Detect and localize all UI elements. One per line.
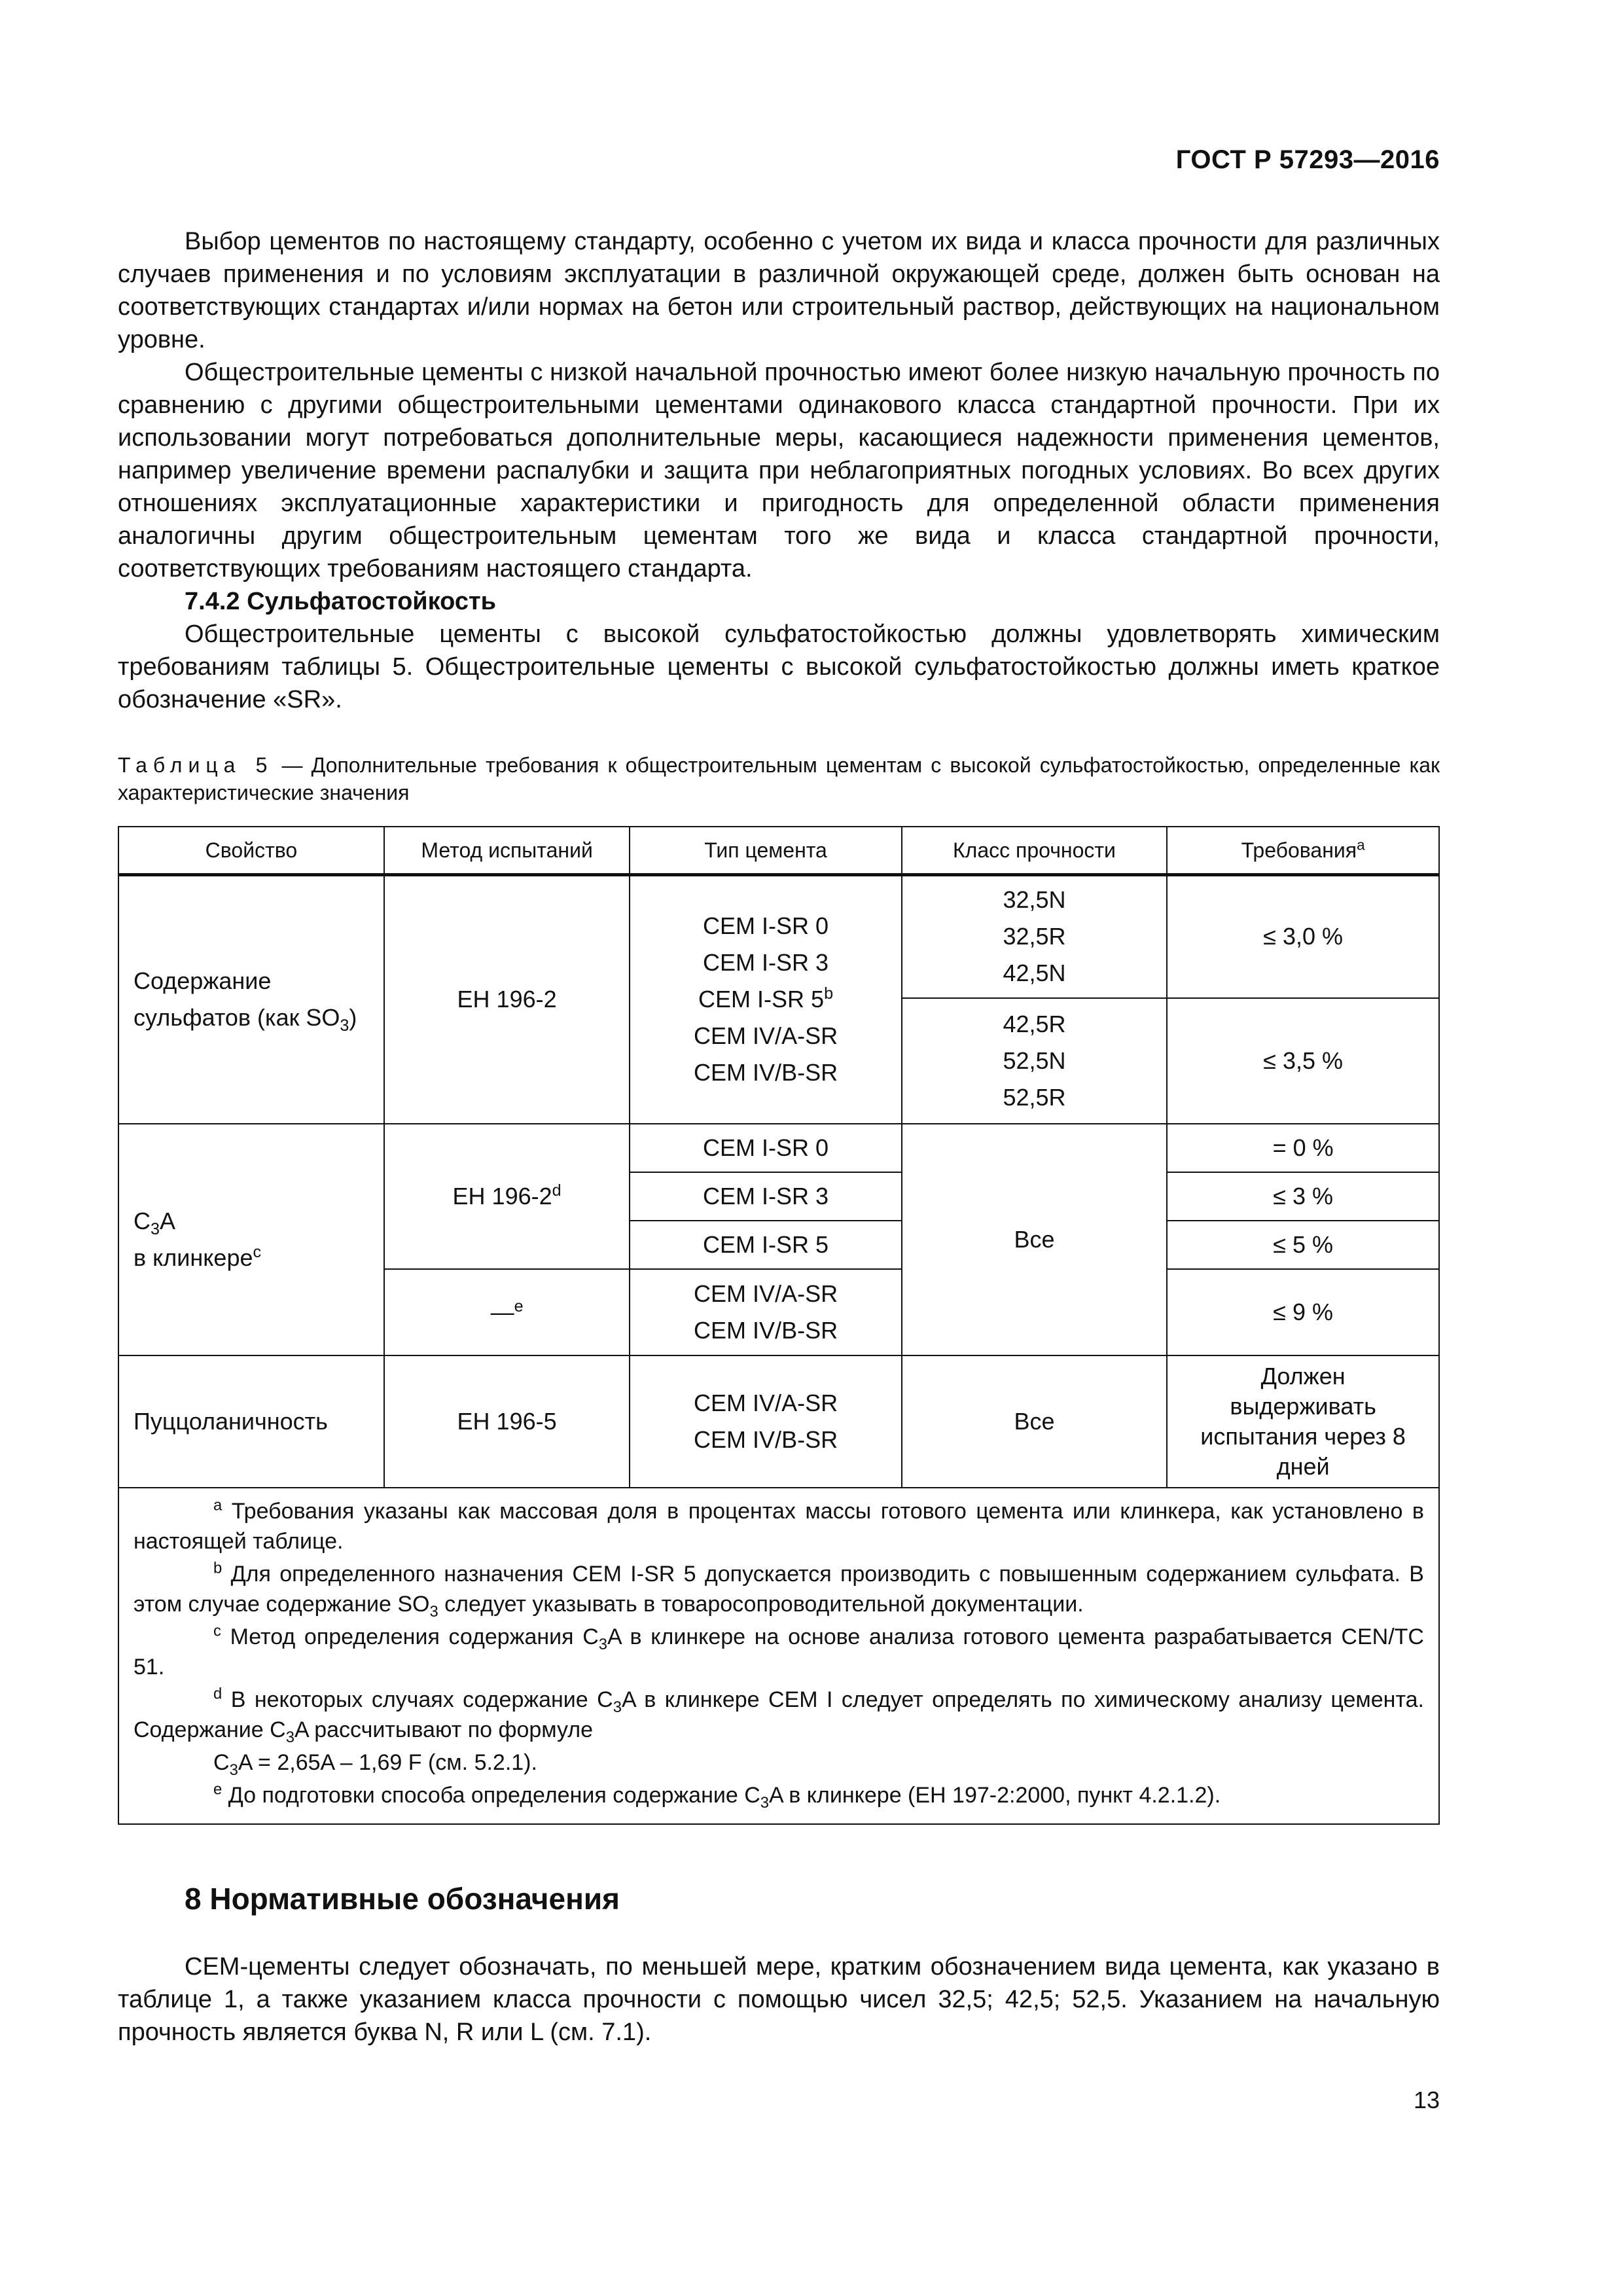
- section-8-body: [118, 1950, 1440, 2049]
- table-notes-row: [118, 1488, 1439, 1824]
- footnote-a: $^a$ Требования указаны как массовая доля в процентах массы готового цемента или клинкера, как установлено в настоящей таблице.: [134, 1496, 1424, 1554]
- table-row: [118, 875, 1439, 998]
- table-caption-number: Таблица 5: [118, 753, 274, 777]
- table-header-row: [118, 827, 1439, 875]
- cell-types-c3a-iv: CEM IV/A-SR CEM IV/B-SR: [630, 1269, 901, 1355]
- header-strength-class: Класс прочности: [902, 827, 1167, 875]
- cell-req-sulfate-a: ≤ 3,0 %: [1167, 875, 1439, 998]
- footnote-mark: e: [514, 1297, 524, 1316]
- table-footnotes: [118, 1488, 1439, 1824]
- paragraph-designations: CEM-цементы следует обозначать, по меньшей мере, кратким обозначением вида цемента, как указано в таблице 1, а также указанием класса прочности с помощью чисел 32,5; 42,5; 52,5. Указанием на начальную прочность является буква N, R или L (см. 7.1).: [118, 1953, 1440, 2046]
- body-text: [118, 225, 1440, 716]
- paragraph-low-strength: Общестроительные цементы с низкой начальной прочностью имеют более низкую начальную прочность по сравнению с другими общестроительными цементами одинакового класса стандартной прочности. При их использовании могут потребоваться дополнительные меры, касающиеся надежности применения цементов, например увеличение времени распалубки и защита при неблагоприятных погодных условиях. Во всех других отношениях эксплуатационные характеристики и пригодность для определенной области применения аналогичны другим общестроительным цементам того же вида и класса стандартной прочности, соответствующих требованиям настоящего стандарта.: [118, 359, 1440, 583]
- cell-type-c3a-1: CEM I-SR 3: [630, 1172, 901, 1221]
- footnote-mark: b: [824, 984, 834, 1003]
- cell-class-pozzolan: Все: [902, 1355, 1167, 1488]
- cell-req-c3a-2: ≤ 5 %: [1167, 1221, 1439, 1269]
- section-heading: 8 Нормативные обозначения: [185, 1882, 620, 1916]
- cell-property-c3a: $C_3A$ в клинкере$^c$: [118, 1124, 384, 1355]
- cell-type-c3a-0: CEM I-SR 0: [630, 1124, 901, 1172]
- footnote-mark: d: [552, 1181, 562, 1200]
- header-cement-type: Тип цемента: [630, 827, 901, 875]
- cell-method-pozzolan: ЕН 196-5: [384, 1355, 630, 1488]
- cell-method-c3a-none: —$^e$: [384, 1269, 630, 1355]
- footnote-e: $^e$ До подготовки способа определения содержание $C_3A$ в клинкере (ЕН 197-2:2000, пункт 4.2.1.2).: [213, 1780, 1221, 1812]
- table-row: [118, 1124, 1439, 1172]
- cell-type-c3a-2: CEM I-SR 5: [630, 1221, 901, 1269]
- cell-property-sulfate: Содержание сульфатов (как $SO_3$): [118, 875, 384, 1124]
- footnote-c: $^c$ Метод определения содержания $C_3A$ в клинкере на основе анализа готового цемента разрабатывается CEN/TC 51.: [134, 1622, 1424, 1679]
- cell-req-c3a-1: ≤ 3 %: [1167, 1172, 1439, 1221]
- footnote-d: $^d$ В некоторых случаях содержание $C_3A$ в клинкере CEM I следует определять по химическому анализу цемента. Содержание $C_3A$ рассчитывают по формуле: [134, 1685, 1425, 1746]
- footnote-b: $^b$ Для определенного назначения CEM I-SR 5 допускается производить с повышенным содержанием сульфата. В этом случае содержание $SO_3$ следует указывать в товаросопроводительной документации.: [134, 1559, 1424, 1621]
- header-property: Свойство: [118, 827, 384, 875]
- cell-method-sulfate: ЕН 196-2: [384, 875, 630, 1124]
- document-number: ГОСТ Р 57293—2016: [1175, 145, 1440, 174]
- cell-types-pozzolan: CEM IV/A-SR CEM IV/B-SR: [630, 1355, 901, 1488]
- cell-types-sulfate: CEM I-SR 0 CEM I-SR 3 CEM I-SR 5$^b$ CEM IV/A-SR CEM IV/B-SR: [630, 875, 901, 1124]
- cell-req-sulfate-b: ≤ 3,5 %: [1167, 998, 1439, 1124]
- paragraph-sulfate-resistance: Общестроительные цементы с высокой сульфатостойкостью должны удовлетворять химическим требованиям таблицы 5. Общестроительные цементы с высокой сульфатостойкостью должны иметь краткое обозначение «SR».: [118, 620, 1440, 713]
- cell-property-pozzolan: Пуццоланичность: [118, 1355, 384, 1488]
- cell-class-c3a: Все: [902, 1124, 1167, 1355]
- footnote-formula: $C_3A = 2,65A - 1,69$ F (см. 5.2.1).: [213, 1749, 537, 1779]
- footnote-mark: c: [253, 1242, 262, 1261]
- header-requirements: Требования$^a$: [1167, 827, 1439, 875]
- requirements-table: [118, 826, 1440, 1825]
- header-method: Метод испытаний: [384, 827, 630, 875]
- cell-req-pozzolan: Должен выдерживать испытания через 8 дней: [1167, 1355, 1439, 1488]
- table-row: [118, 1355, 1439, 1488]
- table-caption-text: — Дополнительные требования к общестроительным цементам с высокой сульфатостойкостью, определенные как характеристические значения: [118, 753, 1440, 804]
- paragraph-cement-selection: Выбор цементов по настоящему стандарту, особенно с учетом их вида и класса прочности для различных случаев применения и по условиям эксплуатации в различной окружающей среде, должен быть основан на соответствующих стандартах и/или нормах на бетон или строительный раствор, действующих на национальном уровне.: [118, 228, 1440, 353]
- cell-classes-sulfate-a: 32,5N 32,5R 42,5N: [902, 875, 1167, 998]
- cell-req-c3a-iv: ≤ 9 %: [1167, 1269, 1439, 1355]
- footnote-mark: a: [1357, 836, 1365, 853]
- cell-req-c3a-0: = 0 %: [1167, 1124, 1439, 1172]
- cell-classes-sulfate-b: 42,5R 52,5N 52,5R: [902, 998, 1167, 1124]
- table-caption: [118, 751, 1440, 806]
- page-number: 13: [1413, 2087, 1440, 2113]
- subsection-heading: 7.4.2 Сульфатостойкость: [185, 588, 497, 615]
- cell-method-c3a: ЕН 196-2$^d$: [384, 1124, 630, 1269]
